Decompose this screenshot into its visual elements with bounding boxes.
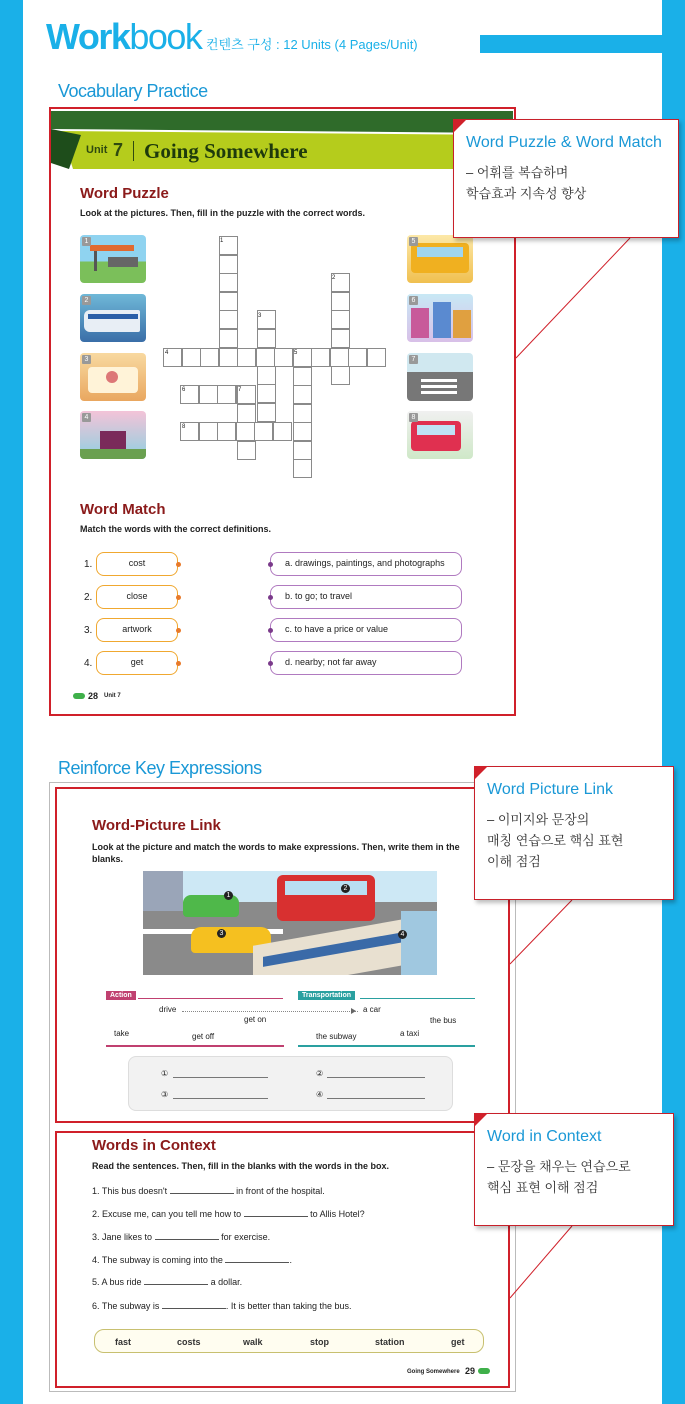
context-blank-1[interactable] [170,1186,234,1194]
context-blank-5[interactable] [144,1277,208,1285]
word-match-heading: Word Match [80,501,166,518]
page-right-label: Going Somewhere [407,1369,460,1375]
crossword-cell[interactable] [237,348,256,367]
picture-marker-4: 4 [398,930,407,939]
callout-word-picture-link-body: – 이미지와 문장의 매칭 연습으로 핵심 표현 이해 점검 [487,812,624,869]
crossword-cell[interactable] [293,404,312,423]
section-title-reinforce: Reinforce Key Expressions [58,758,262,778]
unit-title: Going Somewhere [144,139,308,163]
match-dot-def-d[interactable] [268,661,273,666]
crossword-cell[interactable] [293,441,312,460]
expr-word-get-on[interactable]: get on [244,1015,267,1024]
crossword-cell[interactable] [293,459,312,478]
clue-number-1: 1 [220,238,224,244]
match-definition-c[interactable]: c. to have a price or value [270,618,462,642]
crossword-cell[interactable] [293,422,312,441]
crossword-cell[interactable] [236,422,255,441]
match-number-2: 2. [84,592,93,603]
crossword-cell[interactable] [219,273,238,292]
puzzle-picture-4: 4 [80,411,146,459]
match-definition-b[interactable]: b. to go; to travel [270,585,462,609]
expr-word-get-off[interactable]: get off [192,1032,215,1041]
words-in-context-instruction: Read the sentences. Then, fill in the blanks with the words in the box. [92,1161,390,1171]
context-sentence-3: 3. Jane likes to for exercise. [92,1232,271,1242]
page-number-29: 29 [465,1366,476,1376]
picture-marker-1: 1 [224,891,233,900]
callout-word-puzzle-title: Word Puzzle & Word Match [466,134,662,151]
word-match-instruction: Match the words with the correct definitions. [80,524,272,534]
match-dot-def-c[interactable] [268,628,273,633]
puzzle-picture-7: 7 [407,353,473,401]
callout-word-in-context-title: Word in Context [487,1128,602,1145]
crossword-cell[interactable] [219,348,238,367]
match-dot-word-2[interactable] [176,595,181,600]
bank-word-costs[interactable]: costs [177,1337,201,1347]
crossword-cell[interactable] [219,310,238,329]
callout-connector-1 [512,236,632,362]
callout-word-puzzle [453,119,679,238]
street-scene-picture [143,871,437,975]
expr-word-the-bus[interactable]: the bus [430,1016,457,1025]
puzzle-picture-3: 3 [80,353,146,401]
answer-blank-4[interactable] [327,1098,425,1099]
expr-word-the-subway[interactable]: the subway [316,1032,357,1041]
answer-mark-3: ③ [161,1090,169,1099]
crossword-cell[interactable] [273,422,292,441]
crossword-cell[interactable] [199,422,218,441]
clue-number-6: 6 [182,387,186,393]
callout-connector-2 [508,898,574,966]
crossword-cell[interactable] [219,329,238,348]
match-dot-word-3[interactable] [176,628,181,633]
transport-tag: Transportation [298,991,355,1000]
picture-marker-3: 3 [217,929,226,938]
unit-number: 7 [113,140,124,160]
crossword-cell[interactable] [219,292,238,311]
crossword-cell[interactable] [257,329,276,348]
answer-mark-2: ② [316,1069,324,1078]
puzzle-picture-6: 6 [407,294,473,342]
crossword-cell[interactable] [331,292,350,311]
context-sentence-4: 4. The subway is coming into the . [92,1255,292,1265]
page-tab-icon [73,693,85,699]
match-word-3[interactable]: artwork [96,618,178,642]
crossword-cell[interactable] [219,255,238,274]
match-word-1[interactable]: cost [96,552,178,576]
match-number-4: 4. [84,658,93,669]
bank-word-get[interactable]: get [451,1337,465,1347]
expr-word-a-car[interactable]: a car [363,1005,381,1014]
callout-word-in-context [474,1113,674,1226]
match-dot-def-b[interactable] [268,595,273,600]
crossword-cell[interactable] [330,348,349,367]
unit-label: Unit [86,144,108,156]
callout-word-picture-link-title: Word Picture Link [487,781,613,798]
crossword-cell[interactable] [257,384,276,403]
page-number-28: 28 [88,691,99,701]
brand-title: Workbook [46,16,202,57]
context-blank-4[interactable] [225,1255,289,1263]
match-dot-word-4[interactable] [176,661,181,666]
action-top-line [138,998,283,999]
context-sentence-6: 6. The subway is . It is better than taking the bus. [92,1301,352,1311]
bank-word-walk[interactable]: walk [243,1337,263,1347]
crossword-cell[interactable] [199,385,218,404]
expr-word-take[interactable]: take [114,1029,130,1038]
context-blank-3[interactable] [155,1232,219,1240]
answer-blank-3[interactable] [173,1098,268,1099]
content-info: 컨텐츠 구성 : 12 Units (4 Pages/Unit) [206,37,418,52]
clue-number-3: 3 [258,313,262,319]
crossword-cell[interactable] [237,404,256,423]
match-word-2[interactable]: close [96,585,178,609]
crossword-cell[interactable] [200,348,219,367]
answer-blank-2[interactable] [327,1077,425,1078]
word-puzzle-instruction: Look at the pictures. Then, fill in the puzzle with the correct words. [80,208,366,218]
callout-word-in-context-body: – 문장을 채우는 연습으로 핵심 표현 이해 점검 [487,1159,631,1195]
crossword-cell[interactable] [256,348,275,367]
match-definition-a[interactable]: a. drawings, paintings, and photographs [270,552,462,576]
expr-word-a-taxi[interactable]: a taxi [400,1029,420,1038]
callout-connector-3 [508,1224,574,1300]
crossword-cell[interactable] [331,310,350,329]
section-title-vocab: Vocabulary Practice [58,81,208,101]
puzzle-picture-5: 5 [407,235,473,283]
header-bar [480,35,662,53]
page-unit-label: Unit 7 [104,693,121,699]
crossword-cell[interactable] [331,329,350,348]
word-bank-box [94,1329,484,1353]
crossword-cell[interactable] [182,348,201,367]
answer-blank-1[interactable] [173,1077,268,1078]
crossword-cell[interactable] [274,348,293,367]
crossword-cell[interactable] [257,366,276,385]
puzzle-picture-8: 8 [407,411,473,459]
crossword-cell[interactable] [367,348,386,367]
crossword-cell[interactable] [257,403,276,422]
transport-top-line [360,998,475,999]
word-picture-link-heading: Word-Picture Link [92,817,221,834]
word-picture-link-instruction: Look at the picture and match the words to make expressions. Then, write them in the blanks. [92,842,460,864]
answer-mark-1: ① [161,1069,169,1078]
crossword-cell[interactable] [293,367,312,386]
match-definition-d[interactable]: d. nearby; not far away [270,651,462,675]
expr-word-drive[interactable]: drive [159,1005,177,1014]
match-number-3: 3. [84,625,93,636]
crossword-cell[interactable] [348,348,367,367]
crossword-cell[interactable] [293,385,312,404]
clue-number-4: 4 [165,350,169,356]
bank-word-fast[interactable]: fast [115,1337,132,1347]
context-blank-2[interactable] [244,1209,308,1217]
context-sentence-2: 2. Excuse me, can you tell me how to to Allis Hotel? [92,1209,365,1219]
bank-word-stop[interactable]: stop [310,1337,329,1347]
page-tab-icon-right [478,1368,490,1374]
crossword-cell[interactable] [217,422,236,441]
words-in-context-heading: Words in Context [92,1137,216,1154]
word-puzzle-heading: Word Puzzle [80,185,169,202]
clue-number-7: 7 [238,387,242,393]
clue-number-8: 8 [182,424,186,430]
action-tag: Action [106,991,136,1000]
answer-box [128,1056,453,1111]
match-word-4[interactable]: get [96,651,178,675]
callout-word-picture-link [474,766,674,900]
match-dot-word-1[interactable] [176,562,181,567]
crossword-cell[interactable] [331,366,350,385]
context-blank-6[interactable] [162,1301,226,1309]
left-sidebar [0,0,23,1404]
example-connector [182,1011,358,1012]
callout-word-puzzle-body: – 어휘를 복습하며 학습효과 지속성 향상 [466,165,587,201]
connector-arrow-icon [351,1008,356,1014]
match-number-1: 1. [84,559,93,570]
clue-number-2: 2 [332,275,336,281]
unit-divider [133,141,134,161]
match-dot-def-a[interactable] [268,562,273,567]
context-sentence-5: 5. A bus ride a dollar. [92,1277,243,1287]
crossword-cell[interactable] [254,422,273,441]
crossword-cell[interactable] [237,441,256,460]
transport-bottom-line [298,1045,475,1047]
clue-number-5: 5 [294,350,298,356]
context-sentence-1: 1. This bus doesn't in front of the hospital. [92,1186,325,1196]
picture-marker-2: 2 [341,884,350,893]
crossword-cell[interactable] [217,385,236,404]
crossword-cell[interactable] [311,348,330,367]
bank-word-station[interactable]: station [375,1337,405,1347]
puzzle-picture-1: 1 [80,235,146,283]
answer-mark-4: ④ [316,1090,324,1099]
puzzle-picture-2: 2 [80,294,146,342]
action-bottom-line [106,1045,284,1047]
